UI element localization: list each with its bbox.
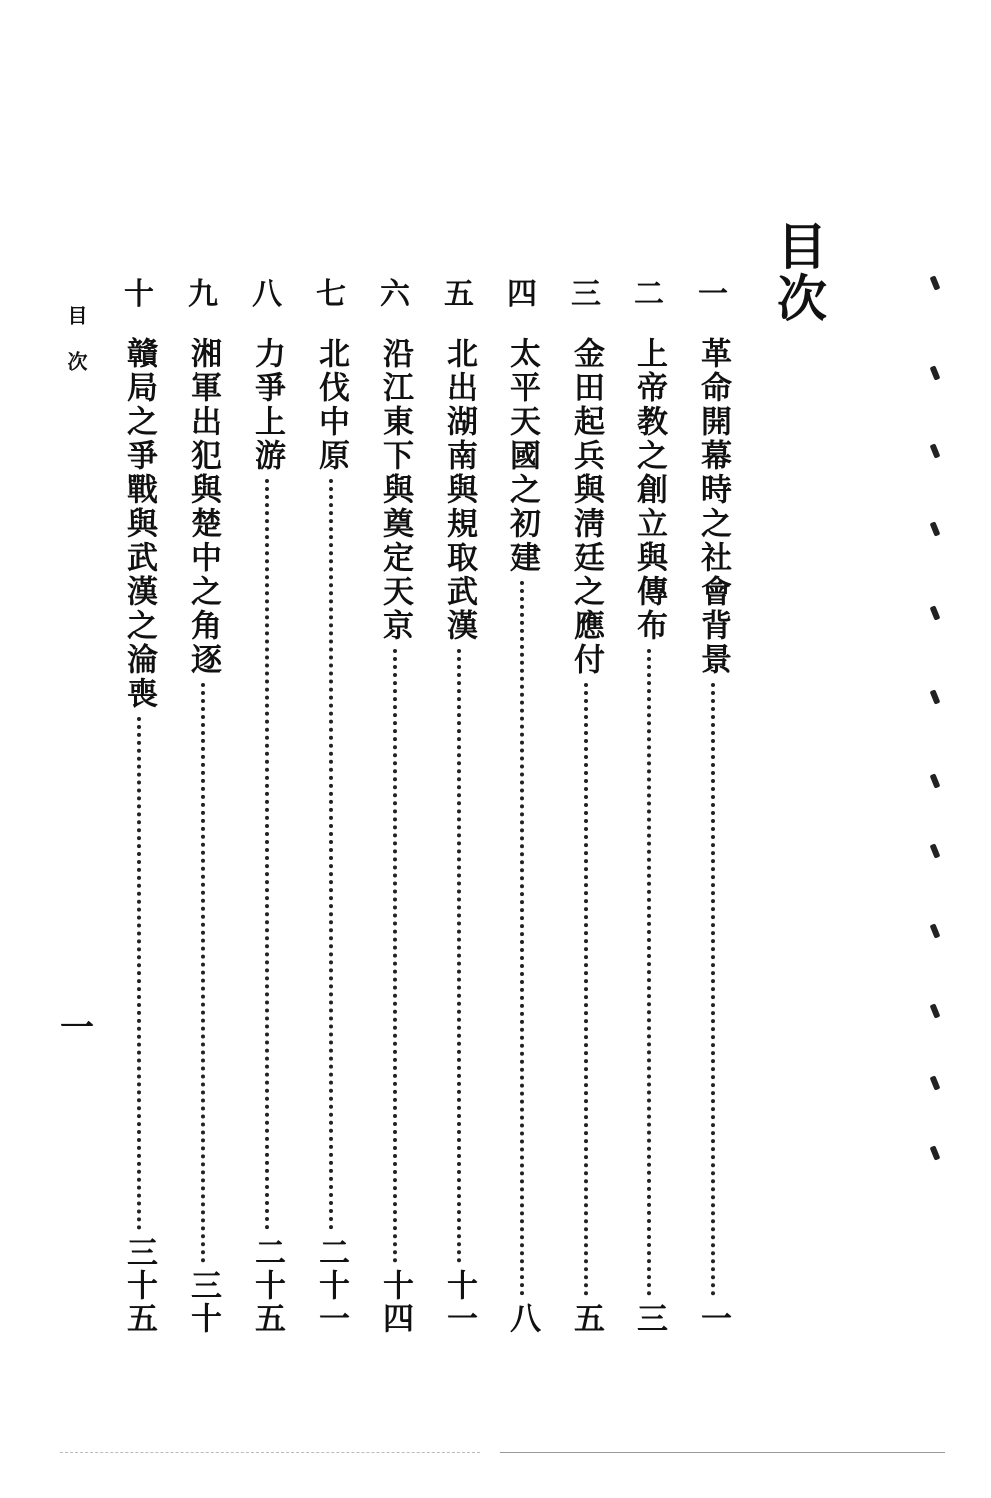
toc-title: 金田起兵與淸廷之應付 [568, 337, 604, 677]
binding-mark [930, 1003, 941, 1018]
toc-entry [436, 275, 482, 1335]
binding-mark [930, 773, 941, 788]
binding-mark [930, 1145, 941, 1160]
toc-title: 北伐中原 [313, 337, 349, 473]
toc-page: 二十五 [249, 1236, 285, 1335]
binding-mark [930, 1075, 941, 1090]
toc-title: 湘軍出犯與楚中之角逐 [185, 337, 221, 677]
leader-dots [393, 649, 397, 1263]
leader-dots [520, 581, 524, 1296]
toc-title: 上帝教之創立與傳布 [631, 337, 667, 643]
toc-page: 三 [631, 1302, 667, 1335]
toc-number: 八 [252, 277, 282, 312]
toc-entry [690, 275, 736, 1335]
toc-title: 力爭上游 [249, 337, 285, 473]
leader-dots [711, 683, 715, 1296]
toc-entry [244, 275, 290, 1335]
page-number: 一 [60, 1008, 94, 1048]
toc-entry [180, 275, 226, 1335]
toc-entry [499, 275, 545, 1335]
binding-mark [930, 843, 941, 858]
running-head: 目次 [64, 305, 88, 397]
leader-dots [201, 683, 205, 1263]
toc-page: 三十五 [121, 1236, 157, 1335]
toc-page: 八 [504, 1302, 540, 1335]
toc-entry [626, 275, 672, 1335]
toc-title: 北出湖南與規取武漢 [441, 337, 477, 643]
toc-page: 十四 [377, 1269, 413, 1335]
scan-edge-line [60, 1452, 480, 1453]
binding-mark [930, 923, 941, 938]
toc-page: 五 [568, 1302, 604, 1335]
toc-page: 十一 [441, 1269, 477, 1335]
toc-entry [116, 275, 162, 1335]
leader-dots [265, 479, 269, 1230]
toc-title: 贛局之爭戰與武漢之淪喪 [121, 337, 157, 711]
toc-number: 二 [634, 277, 664, 312]
leader-dots [457, 649, 461, 1263]
toc-number: 六 [380, 277, 410, 312]
binding-mark [930, 443, 941, 458]
toc-number: 四 [507, 277, 537, 312]
toc-entry [372, 275, 418, 1335]
toc-entry [563, 275, 609, 1335]
toc-page: 三十 [185, 1269, 221, 1335]
toc-page: 一 [695, 1302, 731, 1335]
toc-title: 沿江東下與奠定天京 [377, 337, 413, 643]
binding-mark [930, 275, 941, 290]
toc-title: 革命開幕時之社會背景 [695, 337, 731, 677]
toc-number: 五 [444, 277, 474, 312]
toc-title: 太平天國之初建 [504, 337, 540, 575]
toc-number: 十 [124, 277, 154, 312]
toc-number: 三 [571, 277, 601, 312]
toc-page: 二十一 [313, 1236, 349, 1335]
toc-number: 九 [188, 277, 218, 312]
binding-mark [930, 365, 941, 380]
page-title: 目次 [769, 220, 828, 324]
leader-dots [137, 717, 141, 1230]
leader-dots [647, 649, 651, 1296]
binding-mark [930, 605, 941, 620]
leader-dots [584, 683, 588, 1296]
toc-number: 七 [316, 277, 346, 312]
binding-mark [930, 689, 941, 704]
toc-number: 一 [698, 277, 728, 312]
leader-dots [329, 479, 333, 1230]
scan-edge-line [500, 1452, 945, 1453]
binding-mark [930, 521, 941, 536]
binding-marks [918, 276, 958, 1166]
toc-entry [308, 275, 354, 1335]
